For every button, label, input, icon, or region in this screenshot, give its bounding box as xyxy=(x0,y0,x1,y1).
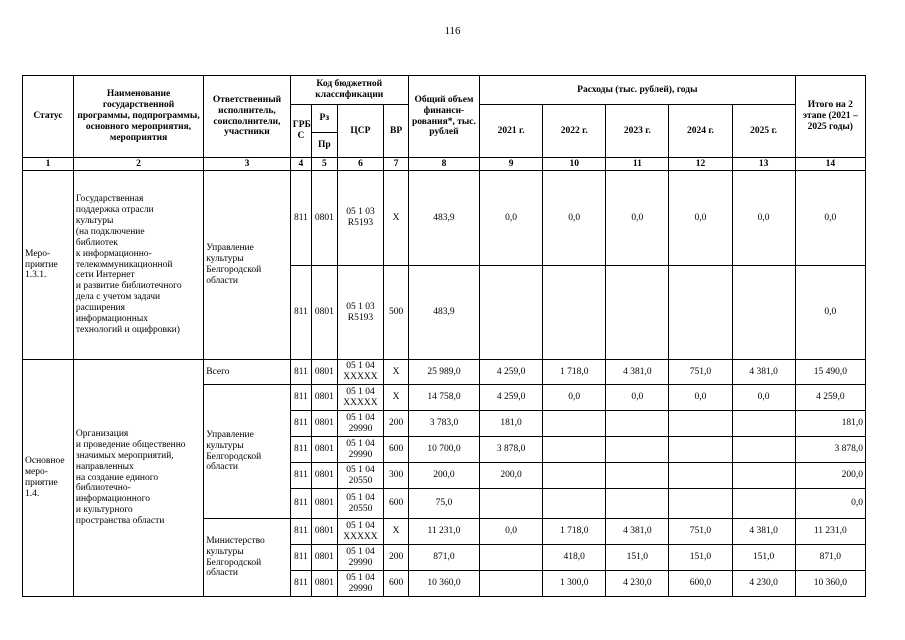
page-number: 116 xyxy=(444,25,461,37)
y2024-cell xyxy=(669,489,732,519)
grbs-cell: 811 xyxy=(290,385,311,411)
responsible-cell: Министерство культуры Белгородской области xyxy=(204,519,291,597)
header-2025: 2025 г. xyxy=(732,105,795,158)
y2024-cell: 751,0 xyxy=(669,360,732,385)
itogo-cell: 181,0 xyxy=(795,411,865,437)
total-cell: 10 360,0 xyxy=(408,571,479,597)
y2024-cell: 751,0 xyxy=(669,519,732,545)
y2023-cell: 4 381,0 xyxy=(606,519,669,545)
y2021-cell: 4 259,0 xyxy=(480,385,543,411)
y2023-cell xyxy=(606,266,669,360)
table-row xyxy=(23,171,866,266)
csr-cell: 05 1 03 R5193 xyxy=(337,171,384,266)
total-cell: 200,0 xyxy=(408,463,479,489)
y2021-cell: 181,0 xyxy=(480,411,543,437)
grbs-cell: 811 xyxy=(290,411,311,437)
y2025-cell xyxy=(732,463,795,489)
y2022-cell: 1 718,0 xyxy=(543,519,606,545)
header-2021: 2021 г. xyxy=(480,105,543,158)
rzpr-cell: 0801 xyxy=(312,545,337,571)
rzpr-cell: 0801 xyxy=(312,360,337,385)
y2025-cell: 4 381,0 xyxy=(732,360,795,385)
vr-cell: 300 xyxy=(384,463,408,489)
grbs-cell: 811 xyxy=(290,266,311,360)
y2022-cell xyxy=(543,489,606,519)
vr-cell: 600 xyxy=(384,437,408,463)
y2025-cell xyxy=(732,266,795,360)
y2022-cell xyxy=(543,266,606,360)
y2024-cell: 600,0 xyxy=(669,571,732,597)
y2022-cell: 1 718,0 xyxy=(543,360,606,385)
y2025-cell: 151,0 xyxy=(732,545,795,571)
y2022-cell xyxy=(543,463,606,489)
rzpr-cell: 0801 xyxy=(312,489,337,519)
y2024-cell xyxy=(669,411,732,437)
rzpr-cell: 0801 xyxy=(312,266,337,360)
header-vr: ВР xyxy=(384,105,408,158)
rzpr-cell: 0801 xyxy=(312,385,337,411)
colnum: 10 xyxy=(543,158,606,171)
y2021-cell xyxy=(480,545,543,571)
header-csr: ЦСР xyxy=(337,105,384,158)
csr-cell: 05 1 04 20550 xyxy=(337,463,384,489)
total-cell: 871,0 xyxy=(408,545,479,571)
header-responsible: Ответственный исполнитель, соисполнители, участники xyxy=(204,76,291,158)
colnum: 4 xyxy=(290,158,311,171)
itogo-cell: 0,0 xyxy=(795,266,865,360)
y2024-cell xyxy=(669,266,732,360)
y2024-cell: 0,0 xyxy=(669,385,732,411)
grbs-cell: 811 xyxy=(290,171,311,266)
vr-cell: 500 xyxy=(384,266,408,360)
y2025-cell xyxy=(732,411,795,437)
grbs-cell: 811 xyxy=(290,360,311,385)
colnum: 12 xyxy=(669,158,732,171)
y2021-cell: 0,0 xyxy=(480,171,543,266)
y2022-cell xyxy=(543,411,606,437)
y2021-cell xyxy=(480,489,543,519)
rzpr-cell: 0801 xyxy=(312,171,337,266)
rzpr-cell: 0801 xyxy=(312,519,337,545)
itogo-cell: 871,0 xyxy=(795,545,865,571)
grbs-cell: 811 xyxy=(290,545,311,571)
total-cell: 3 783,0 xyxy=(408,411,479,437)
colnum: 8 xyxy=(408,158,479,171)
y2024-cell: 0,0 xyxy=(669,171,732,266)
grbs-cell: 811 xyxy=(290,437,311,463)
colnum: 2 xyxy=(73,158,203,171)
itogo-cell: 11 231,0 xyxy=(795,519,865,545)
y2021-cell: 3 878,0 xyxy=(480,437,543,463)
header-2023: 2023 г. xyxy=(606,105,669,158)
rzpr-cell: 0801 xyxy=(312,463,337,489)
colnum: 14 xyxy=(795,158,865,171)
rzpr-cell: 0801 xyxy=(312,437,337,463)
grbs-cell: 811 xyxy=(290,519,311,545)
y2025-cell: 4 381,0 xyxy=(732,519,795,545)
y2025-cell: 0,0 xyxy=(732,385,795,411)
csr-cell: 05 1 04 20550 xyxy=(337,489,384,519)
colnum: 6 xyxy=(337,158,384,171)
vr-cell: X xyxy=(384,519,408,545)
y2023-cell: 0,0 xyxy=(606,385,669,411)
y2024-cell: 151,0 xyxy=(669,545,732,571)
csr-cell: 05 1 03 R5193 xyxy=(337,266,384,360)
header-budget-code: Код бюджетной классификации xyxy=(290,76,408,105)
csr-cell: 05 1 04 29990 xyxy=(337,545,384,571)
table-row xyxy=(23,360,866,385)
y2023-cell xyxy=(606,411,669,437)
responsible-cell: Управление культуры Белгородской области xyxy=(204,385,291,519)
activity-name: Государственная поддержка отрасли культуры (на подключение библиотек к информационно- телекоммуникационной сети Интернет и развитие библиотечного дела с учетом задачи расширения информационных технологий и оцифровки) xyxy=(73,171,203,360)
vr-cell: 200 xyxy=(384,411,408,437)
y2025-cell xyxy=(732,437,795,463)
budget-table xyxy=(22,75,866,597)
csr-cell: 05 1 04 29990 xyxy=(337,571,384,597)
y2021-cell xyxy=(480,266,543,360)
header-name: Наименование государственной программы, подпрограммы, основного мероприятия, мероприятия xyxy=(73,76,203,158)
header-grbs: ГРБ С xyxy=(290,105,311,158)
colnum: 1 xyxy=(23,158,74,171)
status-cell: Основное меро- приятие 1.4. xyxy=(23,360,74,597)
csr-cell: 05 1 04 XXXXX xyxy=(337,385,384,411)
y2021-cell xyxy=(480,571,543,597)
colnum: 7 xyxy=(384,158,408,171)
header-status: Статус xyxy=(23,76,74,158)
y2024-cell xyxy=(669,463,732,489)
colnum: 9 xyxy=(480,158,543,171)
header-rz: Рз xyxy=(312,105,337,133)
y2025-cell: 4 230,0 xyxy=(732,571,795,597)
vr-cell: 200 xyxy=(384,545,408,571)
y2022-cell: 1 300,0 xyxy=(543,571,606,597)
y2023-cell: 0,0 xyxy=(606,171,669,266)
total-cell: 14 758,0 xyxy=(408,385,479,411)
itogo-cell: 0,0 xyxy=(795,171,865,266)
y2022-cell: 0,0 xyxy=(543,171,606,266)
total-cell: 10 700,0 xyxy=(408,437,479,463)
csr-cell: 05 1 04 XXXXX xyxy=(337,360,384,385)
vr-cell: 600 xyxy=(384,571,408,597)
activity-name: Организация и проведение общественно значимых мероприятий, направленных на создание единого библиотечно- информационного и культурного пространства области xyxy=(73,360,203,597)
grbs-cell: 811 xyxy=(290,489,311,519)
itogo-cell: 15 490,0 xyxy=(795,360,865,385)
colnum: 5 xyxy=(312,158,337,171)
itogo-cell: 200,0 xyxy=(795,463,865,489)
y2021-cell: 4 259,0 xyxy=(480,360,543,385)
csr-cell: 05 1 04 XXXXX xyxy=(337,519,384,545)
itogo-cell: 3 878,0 xyxy=(795,437,865,463)
header-2022: 2022 г. xyxy=(543,105,606,158)
header-pr: Пр xyxy=(312,133,337,158)
y2022-cell: 0,0 xyxy=(543,385,606,411)
responsible-cell: Управление культуры Белгородской области xyxy=(204,171,291,360)
header-total-volume: Общий объем финанси-рования*, тыс. рублей xyxy=(408,76,479,158)
csr-cell: 05 1 04 29990 xyxy=(337,411,384,437)
colnum: 3 xyxy=(204,158,291,171)
y2024-cell xyxy=(669,437,732,463)
itogo-cell: 4 259,0 xyxy=(795,385,865,411)
y2022-cell xyxy=(543,437,606,463)
vr-cell: X xyxy=(384,360,408,385)
grbs-cell: 811 xyxy=(290,571,311,597)
y2021-cell: 0,0 xyxy=(480,519,543,545)
y2023-cell: 151,0 xyxy=(606,545,669,571)
responsible-total: Всего xyxy=(204,360,291,385)
total-cell: 11 231,0 xyxy=(408,519,479,545)
vr-cell: 600 xyxy=(384,489,408,519)
y2025-cell xyxy=(732,489,795,519)
y2021-cell: 200,0 xyxy=(480,463,543,489)
grbs-cell: 811 xyxy=(290,463,311,489)
rzpr-cell: 0801 xyxy=(312,571,337,597)
y2023-cell: 4 381,0 xyxy=(606,360,669,385)
header-expenses: Расходы (тыс. рублей), годы xyxy=(480,76,796,105)
vr-cell: X xyxy=(384,171,408,266)
header-itogo: Итого на 2 этапе (2021 – 2025 годы) xyxy=(795,76,865,158)
total-cell: 483,9 xyxy=(408,171,479,266)
header-2024: 2024 г. xyxy=(669,105,732,158)
colnum: 13 xyxy=(732,158,795,171)
total-cell: 25 989,0 xyxy=(408,360,479,385)
itogo-cell: 0,0 xyxy=(795,489,865,519)
total-cell: 75,0 xyxy=(408,489,479,519)
total-cell: 483,9 xyxy=(408,266,479,360)
y2025-cell: 0,0 xyxy=(732,171,795,266)
y2022-cell: 418,0 xyxy=(543,545,606,571)
status-cell: Меро- приятие 1.3.1. xyxy=(23,171,74,360)
y2023-cell xyxy=(606,463,669,489)
colnum: 11 xyxy=(606,158,669,171)
vr-cell: X xyxy=(384,385,408,411)
y2023-cell xyxy=(606,489,669,519)
y2023-cell: 4 230,0 xyxy=(606,571,669,597)
itogo-cell: 10 360,0 xyxy=(795,571,865,597)
column-numbers-row xyxy=(23,158,866,171)
rzpr-cell: 0801 xyxy=(312,411,337,437)
y2023-cell xyxy=(606,437,669,463)
csr-cell: 05 1 04 29990 xyxy=(337,437,384,463)
